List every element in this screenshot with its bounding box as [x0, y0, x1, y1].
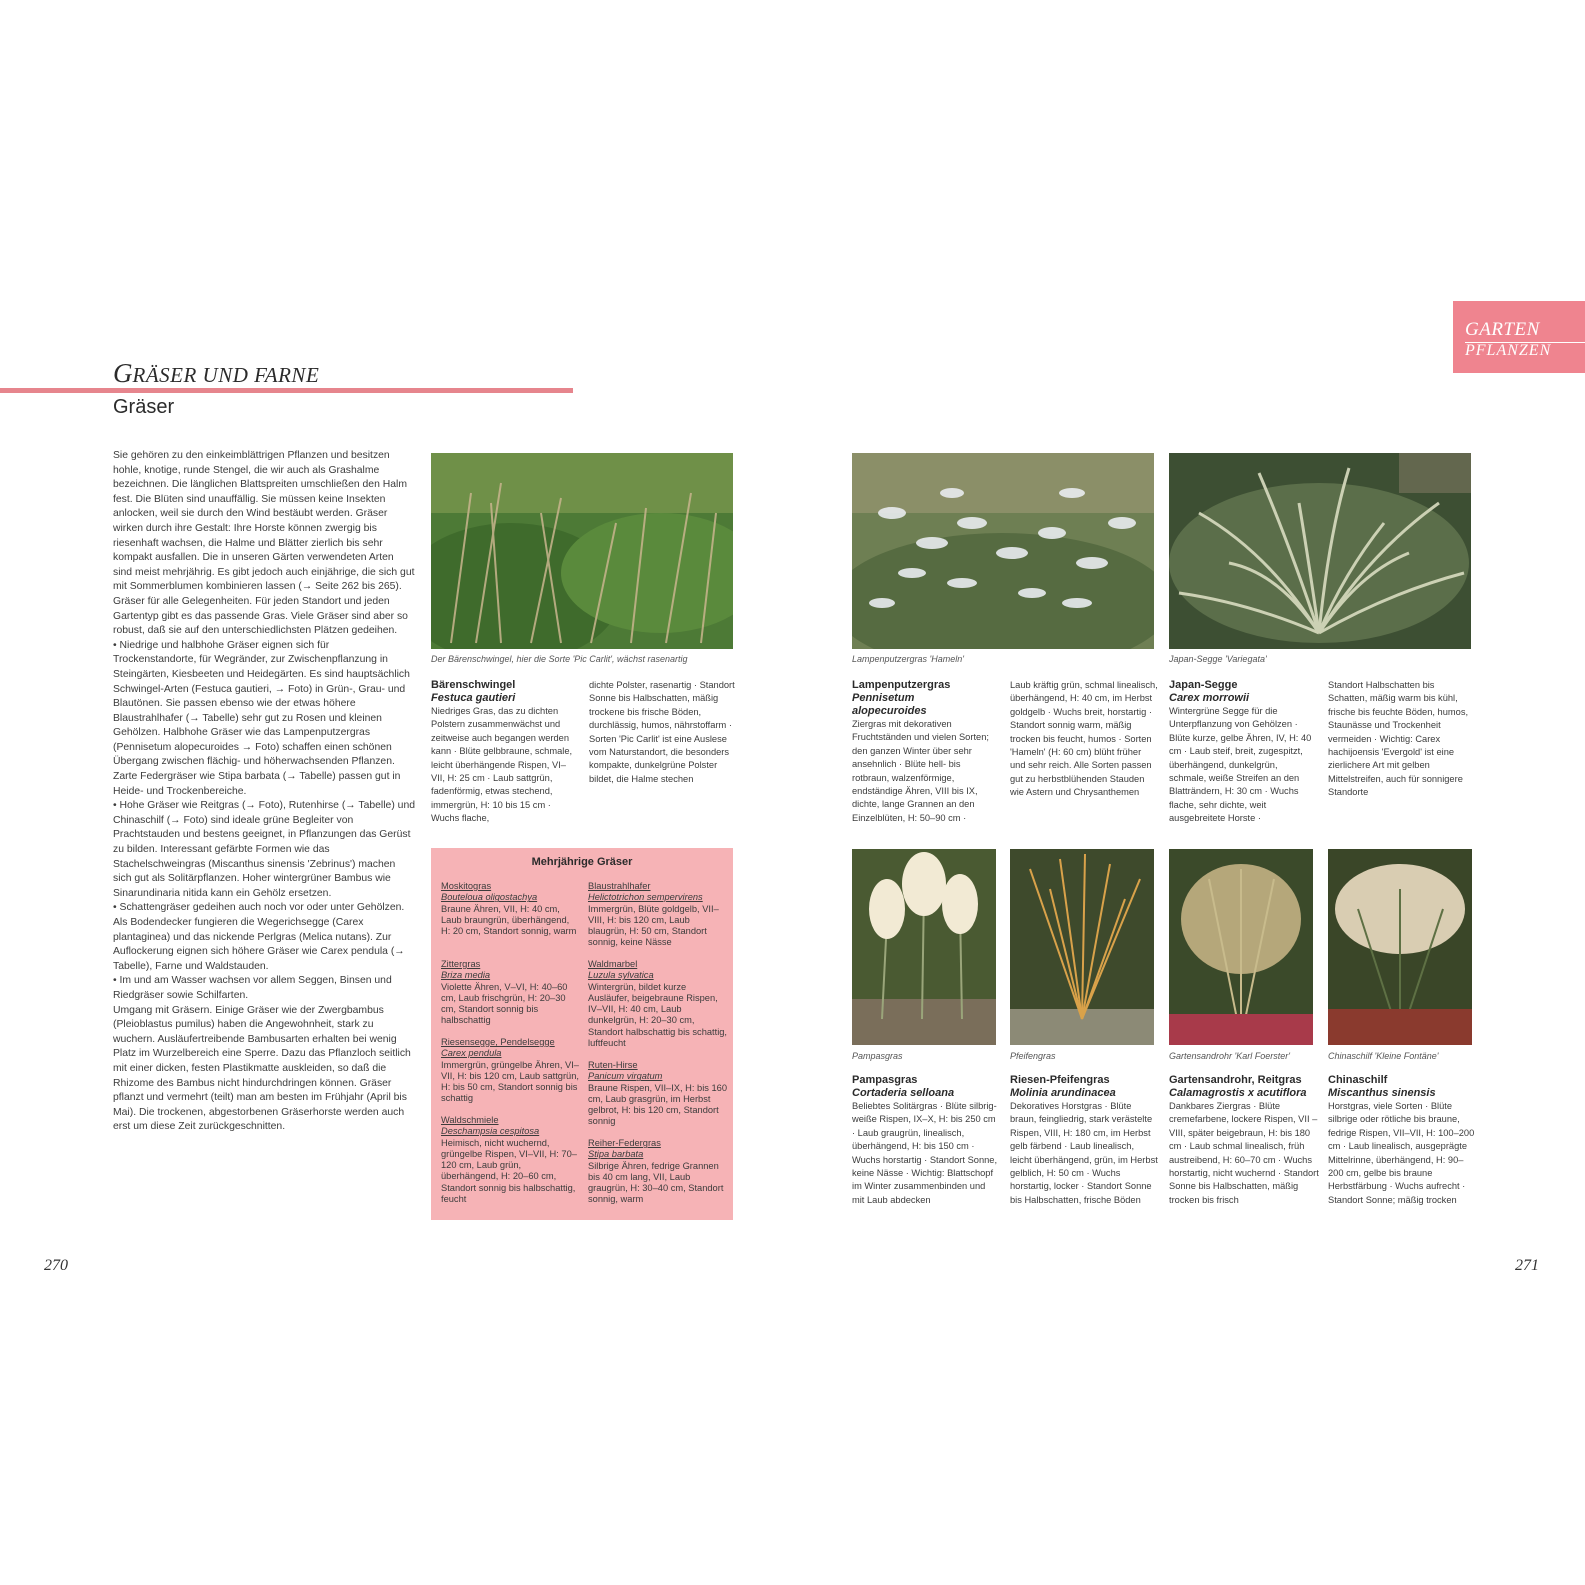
table-entry	[588, 1060, 728, 1128]
plant-description-cont: Laub kräftig grün, schmal linealisch, überhängend, H: 40 cm, im Herbst goldgelb · Wuchs breit, horstartig · Standort sonnig warm, mäßig trocken bis feucht, humos · Sorten 'Hameln' (H: 60 cm) blüht früher und sehr reich. Alle Sorten passen gut zu herbstblühenden Stauden wie Astern und Chrysanthemen	[1010, 680, 1158, 798]
table-entry-text: Immergrün, grüngelbe Ähren, VI–VII, H: bis 120 cm, Laub sattgrün, H: bis 50 cm, Standort sonnig bis schattig	[441, 1059, 579, 1104]
table-entry-name: Waldschmiele	[441, 1115, 499, 1125]
plant-description-cont: dichte Polster, rasenartig · Standort Sonne bis Halbschatten, mäßig trockene bis frische Böden, durchlässig, humos, nährstoffarm · Sorten 'Pic Carlit' ist eine Auslese vom Naturstandort, die besonders kompakte, dunkelgrüne Polster bildet, die Halme stechen	[589, 680, 735, 784]
table-entry-latin: Briza media	[441, 970, 491, 981]
table-entry	[441, 1115, 581, 1205]
plant-name: Bärenschwingel	[431, 679, 516, 691]
photo-pampasgras	[852, 849, 996, 1045]
table-entry-name: Ruten-Hirse	[588, 1060, 638, 1070]
table-entry-latin: Deschampsia cespitosa	[441, 1126, 540, 1137]
table-entry	[588, 959, 728, 1049]
caption-pampasgras: Pampasgras	[852, 1051, 903, 1061]
table-entry	[441, 959, 581, 1027]
plant-name: Chinaschilf	[1328, 1074, 1388, 1086]
table-entry-text: Heimisch, nicht wuchernd, grüngelbe Rispen, VI–VII, H: 70–120 cm, Laub grün, überhängend, H: 20–60 cm, Standort sonnig bis halbschattig, feucht	[441, 1137, 577, 1205]
plant-japansegge	[1169, 679, 1317, 826]
table-entry-text: Violette Ähren, V–VI, H: 40–60 cm, Laub frischgrün, H: 20–30 cm, Standort sonnig bis halbschattig	[441, 981, 568, 1026]
photo-chinaschilf	[1328, 849, 1472, 1045]
table-entry-text: Braune Rispen, VII–IX, H: bis 160 cm, Laub grasgrün, im Herbst gelbrot, H: bis 120 cm, Standort sonnig	[588, 1082, 728, 1127]
chapter-tab-line2: PFLANZEN	[1465, 342, 1552, 359]
table-entry-latin: Helictotrichon sempervirens	[588, 892, 703, 903]
table-entry-text: Immergrün, Blüte goldgelb, VII–VIII, H: bis 120 cm, Laub blaugrün, H: 50 cm, Standort sonnig, keine Nässe	[588, 903, 719, 948]
photo-lampenputzergras	[852, 453, 1154, 649]
plant-description-cont: Standort Halbschatten bis Schatten, mäßig warm bis kühl, frische bis feuchte Böden, humos, Staunässe und Trockenheit vermeiden · Wichtig: Carex hachijoensis 'Evergold' ist eine zierlichere Art mit gelben Mittelstreifen, auch für sonnigere Standorte	[1328, 680, 1469, 798]
section-subtitle: Gräser	[113, 396, 175, 418]
plant-latin: Calamagrostis x acutiflora	[1169, 1087, 1307, 1099]
caption-chinaschilf: Chinaschilf 'Kleine Fontäne'	[1328, 1051, 1439, 1061]
plant-name: Gartensandrohr, Reitgras	[1169, 1074, 1302, 1086]
photo-japansegge	[1169, 453, 1471, 649]
page-number-left: 270	[44, 1257, 68, 1274]
caption-baerenschwingel: Der Bärenschwingel, hier die Sorte 'Pic Carlit', wächst rasenartig	[431, 654, 688, 664]
table-box	[431, 848, 733, 1220]
plant-description: Horstgras, viele Sorten · Blüte silbrige oder rötliche bis braune, fedrige Rispen, VII–VII, H: 100–200 cm · Laub linealisch, ausgeprägte Mittelrinne, überhängend, H: 90–200 cm, gelbe bis braune Herbstfärbung · Wuchs aufrecht · Standort Sonne; mäßig trocken	[1328, 1101, 1475, 1205]
body-paragraph: • Hohe Gräser wie Reitgras (→ Foto), Rutenhirse (→ Tabelle) und Chinaschilf (→ Foto) sind ideale grüne Begleiter von Prachtstauden und bestens geeignet, in Pflanzungen das Gerüst zu bilden. Interessant gefärbte Formen wie das Stachelschweingras (Miscanthus sinensis 'Zebrinus') machen sich gut als Solitärpflanzen. Hoher wintergrüner Bambus wie Sinarundinaria nitida kann ein Gehölz ersetzen.	[113, 800, 416, 899]
table-entry-text: Silbrige Ähren, fedrige Grannen bis 40 cm lang, VII, Laub graugrün, H: 30–40 cm, Standort sonnig, warm	[588, 1160, 724, 1205]
plant-latin: Molinia arundinacea	[1010, 1087, 1116, 1099]
body-paragraph: Sie gehören zu den einkeimblättrigen Pflanzen und besitzen hohle, knotige, runde Stengel, die wir auch als Grashalme bezeichnen. Die länglichen Blattspreiten umschließen den Halm fest. Die Blüten sind unauffällig. Sie müssen keine Insekten anlocken, weil sie durch den Wind bestäubt werden. Gräser wirken durch ihre Gestalt: Ihre Horste können zwergig bis riesenhaft wachsen, die Halme und Blätter zierlich bis sehr kompakt ausfallen. Die in unseren Gärten verwendeten Arten sind meist mehrjährig. Es gibt jedoch auch einjährige, die sich gut mit Sommerblumen kombinieren lassen (→ Seite 262 bis 265).	[113, 450, 415, 593]
page-number-right: 271	[1515, 1257, 1539, 1274]
plant-description: Ziergras mit dekorativen Fruchtständen und vielen Sorten; den ganzen Winter über sehr ansehnlich · Blüte hell- bis rotbraun, walzenförmige, endständige Ähren, VIII bis IX, dichte, lange Grannen an den Einzelblüten, H: 50–90 cm ·	[852, 719, 989, 823]
table-entry	[588, 1138, 728, 1206]
plant-pfeifengras	[1010, 1074, 1158, 1207]
plant-name: Lampenputzergras	[852, 679, 951, 691]
chapter-tab-line1: GARTEN	[1465, 319, 1540, 340]
plant-latin: Festuca gautieri	[431, 692, 516, 704]
body-paragraph: • Schattengräser gedeihen auch noch vor oder unter Gehölzen. Als Bodendecker fungieren die Wegerichsegge (Carex plantaginea) und das nickende Perlgras (Melica nutans). Zur Auflockerung eignen sich höhere Gräser wie Carex pendula (→ Tabelle), Farne und Waldstauden.	[113, 902, 405, 972]
plant-description: Dekoratives Horstgras · Blüte braun, feingliedrig, stark verästelte Rispen, VIII, H: 180 cm, im Herbst gelb färbend · Laub linealisch, leicht überhängend, grün, im Herbst gelblich, H: 50 cm · Wuchs horstartig, locker · Standort Sonne bis Halbschatten, frische Böden	[1010, 1101, 1158, 1205]
photo-gartensandrohr	[1169, 849, 1313, 1045]
table-entry-name: Riesensegge, Pendelsegge	[441, 1037, 555, 1047]
plant-latin: Miscanthus sinensis	[1328, 1087, 1436, 1099]
plant-latin: Carex morrowii	[1169, 692, 1250, 704]
plant-gartensandrohr	[1169, 1074, 1319, 1207]
table-entry-name: Zittergras	[441, 959, 481, 969]
caption-gartensandrohr: Gartensandrohr 'Karl Foerster'	[1169, 1051, 1290, 1061]
body-paragraph: • Niedrige und halbhohe Gräser eignen sich für Trockenstandorte, für Wegränder, zur Zwischenpflanzung in Steingärten, Kiesbeeten und Heidegärten. Es sind hauptsächlich Schwingel-Arten (Festuca gautieri, → Foto) in Grün-, Grau- und Blautönen. Sie passen ebenso wie der etwas höhere Blaustrahlhafer (→ Tabelle) sehr gut zu Rosen und kleinen Gehölzen. Halbhohe Gräser wie das Lampenputzergras (Pennisetum alopecuroides → Foto) schaffen einen schönen Übergang zwischen flächig- und höherwachsenden Pflanzen. Zarte Federgräser wie Stipa barbata (→ Tabelle) passen gut in Heide- und Trockenbereiche.	[113, 639, 410, 797]
table-entry-latin: Bouteloua oligostachya	[441, 892, 538, 903]
table-entry-name: Moskitogras	[441, 881, 492, 891]
table-entry-name: Reiher-Federgras	[588, 1138, 661, 1148]
body-text	[113, 449, 415, 1135]
body-paragraph: Gräser für alle Gelegenheiten. Für jeden Standort und jeden Gartentyp gibt es das passende Gras. Viele Gräser sind aber so robust, daß sie auf den unterschiedlichsten Plätzen gedeihen.	[113, 595, 408, 637]
table-entry	[441, 1037, 581, 1105]
plant-latin-cont: alopecuroides	[852, 705, 927, 717]
photo-pfeifengras	[1010, 849, 1154, 1045]
plant-description: Beliebtes Solitärgras · Blüte silbrig-weiße Rispen, IX–X, H: bis 250 cm · Laub graugrün, linealisch, überhängend, H: bis 150 cm · Wuchs horstartig · Standort Sonne, keine Nässe · Wichtig: Blattschopf im Winter zusammenbinden und mit Laub abdecken	[852, 1101, 998, 1205]
table-entry-text: Braune Ähren, VII, H: 40 cm, Laub braungrün, überhängend, H: 20 cm, Standort sonnig, warm	[441, 903, 577, 937]
plant-name: Riesen-Pfeifengras	[1010, 1074, 1110, 1086]
table-entry-latin: Stipa barbata	[588, 1149, 644, 1160]
plant-lampenputzergras	[852, 679, 1000, 825]
plant-description: Wintergrüne Segge für die Unterpflanzung von Gehölzen · Blüte kurze, gelbe Ähren, IV, H: 40 cm · Laub steif, breit, zugespitzt, überhängend, dunkelgrün, schmale, weiße Streifen an den Blatträndern, H: 30 cm · Wuchs flache, sehr dichte, weit ausgebreitete Horste ·	[1169, 706, 1312, 824]
plant-description: Niedriges Gras, das zu dichten Polstern zusammenwächst und zeitweise auch begangen werden kann · Blüte gelbbraune, schmale, leicht überhängende Rispen, VI–VII, H: 25 cm · Laub sattgrün, fadenförmig, etwas stechend, immergrün, H: 10 bis 15 cm · Wuchs flache,	[431, 706, 573, 824]
plant-name: Japan-Segge	[1169, 679, 1238, 691]
caption-lampenputzergras: Lampenputzergras 'Hameln'	[852, 654, 964, 664]
title-rule	[0, 388, 573, 393]
plant-latin: Pennisetum	[852, 692, 915, 704]
table-entry-name: Blaustrahlhafer	[588, 881, 651, 891]
plant-chinaschilf	[1328, 1074, 1476, 1207]
plant-name: Pampasgras	[852, 1074, 918, 1086]
plant-pampasgras	[852, 1074, 1000, 1207]
section-title: GRÄSER UND FARNE	[113, 358, 320, 388]
table-entry	[588, 881, 728, 949]
table-entry	[441, 881, 581, 937]
table-entry-latin: Panicum virgatum	[588, 1071, 663, 1082]
table-title: Mehrjährige Gräser	[531, 856, 633, 868]
caption-pfeifengras: Pfeifengras	[1010, 1051, 1056, 1061]
table-entry-latin: Carex pendula	[441, 1048, 502, 1059]
table-entry-text: Wintergrün, bildet kurze Ausläufer, beigebraune Rispen, IV–VII, H: 40 cm, Laub dunkelgrün, H: 20–30 cm, Standort halbschattig bis schattig, luftfeucht	[588, 981, 728, 1049]
chapter-tab	[1453, 301, 1585, 373]
table-entry-name: Waldmarbel	[588, 959, 638, 969]
plant-description: Dankbares Ziergras · Blüte cremefarbene, lockere Rispen, VII – VIII, später beigebraun, H: bis 180 cm · Laub schmal linealisch, früh austreibend, H: 60–70 cm · Wuchs horstartig, nicht wuchernd · Standort Sonne bis Halbschatten, mäßig trocken bis frisch	[1169, 1101, 1319, 1205]
body-paragraph: • Im und am Wasser wachsen vor allem Seggen, Binsen und Riedgräser sowie Schilfarten.	[113, 975, 392, 1001]
body-paragraph: Umgang mit Gräsern. Einige Gräser wie der Zwergbambus (Pleioblastus pumilus) haben die Angewohnheit, stark zu wuchern. Ausläufertreibende Bambusarten erhalten bei wenig Platz im Wurzelbereich eine Sperre. Dazu das Pflanzloch seitlich mit einer dicken, festen Plastikmatte auskleiden, so daß die Rhizome des Bambus nicht hindurchdringen können. Gräser pflanzt und vermehrt (teilt) man am besten im Frühjahr (April bis Mai). Die trockenen, abgestorbenen Gräserhorste werden auch erst um diese Zeit zurückgeschnitten.	[113, 1004, 411, 1133]
table-entry-latin: Luzula sylvatica	[588, 970, 654, 981]
caption-japansegge: Japan-Segge 'Variegata'	[1169, 654, 1267, 664]
plant-latin: Cortaderia selloana	[852, 1087, 955, 1099]
plant-baerenschwingel	[431, 679, 579, 826]
photo-baerenschwingel	[431, 453, 733, 649]
